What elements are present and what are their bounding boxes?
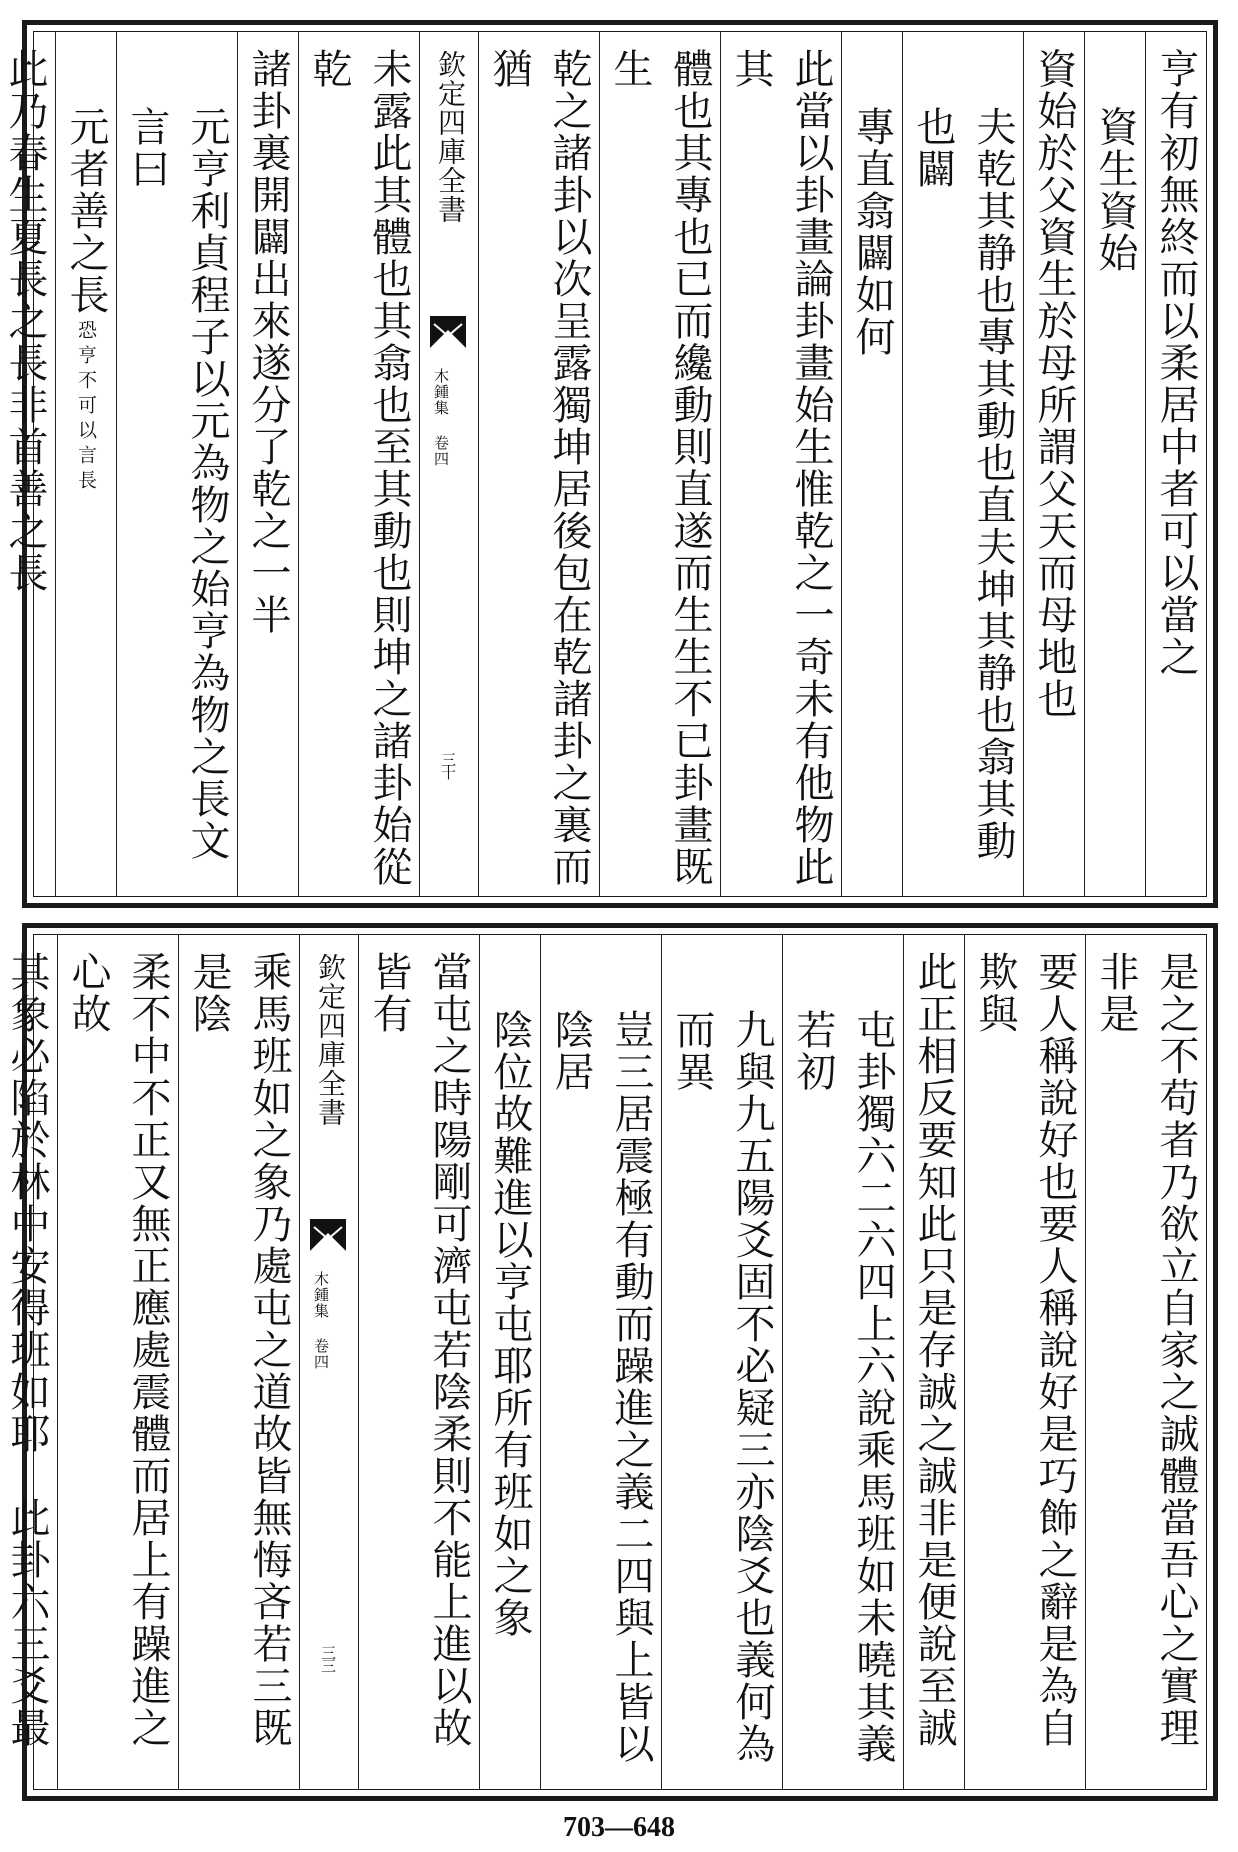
text-column-left-1 [298,32,419,896]
text-column-left-2 [57,935,178,1789]
column-text: 此正相反要知此只是存誠之誠非是便說至誠 [911,951,957,1749]
column-text: 諸卦裏開闢出來遂分了乾之一半 [245,48,291,636]
column-text: 亨有初無終而以柔居中者可以當之 [1153,48,1199,678]
text-column-right-5 [841,32,902,896]
column-text: 陰位故難進以亨屯耶所有班如之象 [487,1009,533,1639]
column-text: 是之不苟者乃欲立自家之誠體當吾心之實理非是 [1093,951,1199,1749]
book-title: 欽定四庫全書 [314,953,347,1127]
text-column-right-4 [902,32,1023,896]
column-text: 資始於父資生於母所謂父天而母地也 [1031,48,1077,720]
folio-number: 三三 [319,1645,337,1671]
volume-label: 木鍾集 卷四 [432,368,450,467]
top-page [2,20,1218,908]
column-text: 九與九五陽爻固不必疑三亦陰爻也義何為而異 [669,1009,775,1765]
column-text: 豈三居震極有動而躁進之義二四與上皆以陰居 [548,1009,654,1765]
column-text: 乘馬班如之象乃處屯之道故皆無悔吝若三既是陰 [186,951,292,1749]
column-text: 屯卦獨六二六四上六說乘馬班如未曉其義若初 [790,1009,896,1765]
text-column-right-2 [964,935,1085,1789]
text-column-left-2 [237,32,298,896]
text-column-right-1 [1085,935,1206,1789]
fish-tail-mark-icon [306,1217,350,1253]
center-margin-header [419,32,478,896]
column-text: 其象必陷於林中安得班如耶 此卦六三爻最 [4,951,50,1749]
top-text-block [2,31,1207,897]
column-text: 夫乾其静也專其動也直夫坤其静也翕其動也闢 [910,106,1016,862]
text-column-right-7 [479,935,540,1789]
column-text: 體也其專也已而纔動則直遂而生生不已卦畫既生 [607,48,713,888]
page-footer-number: 703—648 [563,1812,675,1843]
text-column-right-2 [1084,32,1145,896]
column-text: 元亨利貞程子以元為物之始亨為物之長文言曰 [124,106,230,862]
text-column-right-8 [358,935,479,1789]
text-column-left-3 [0,935,57,1789]
text-column-right-4 [782,935,903,1789]
column-text: 資生資始 [1092,106,1138,274]
text-column-right-3 [1023,32,1084,896]
center-margin-header [299,935,358,1789]
column-text: 元者善之長 [63,106,109,316]
book-title: 欽定四庫全書 [434,50,467,224]
column-text: 未露此其體也其翕也至其動也則坤之諸卦始從乾 [306,48,412,888]
text-column-right-6 [540,935,661,1789]
column-text: 要人稱說好也要人稱說好是巧飾之辭是為自欺與 [972,951,1078,1749]
column-text: 專直翕闢如何 [849,106,895,358]
volume-label: 木鍾集 卷四 [312,1271,330,1370]
bottom-page [4,923,1218,1801]
folio-number: 三十 [439,752,457,778]
column-text: 柔不中不正又無正應處震體而居上有躁進之心故 [65,951,171,1749]
column-text: 當屯之時陽剛可濟屯若陰柔則不能上進以故皆有 [366,951,472,1749]
bottom-text-block [4,934,1207,1790]
text-column-right-7 [599,32,720,896]
text-column-left-5 [0,32,55,896]
column-text: 乾之諸卦以次呈露獨坤居後包在乾諸卦之裏而猶 [486,48,592,888]
text-column-left-4 [55,32,116,896]
fish-tail-mark-icon [426,314,470,350]
interlinear-note: 恐亨不可以言長 [75,320,97,495]
text-column-right-6 [720,32,841,896]
text-column-right-1 [1145,32,1206,896]
text-column-right-8 [478,32,599,896]
text-column-left-1 [178,935,299,1789]
column-text: 此乃春生夏長之長非首善之長 [2,48,48,594]
text-column-left-3 [116,32,237,896]
column-text: 此當以卦畫論卦畫始生惟乾之一奇未有他物此其 [728,48,834,888]
text-column-right-3 [903,935,964,1789]
text-column-right-5 [661,935,782,1789]
